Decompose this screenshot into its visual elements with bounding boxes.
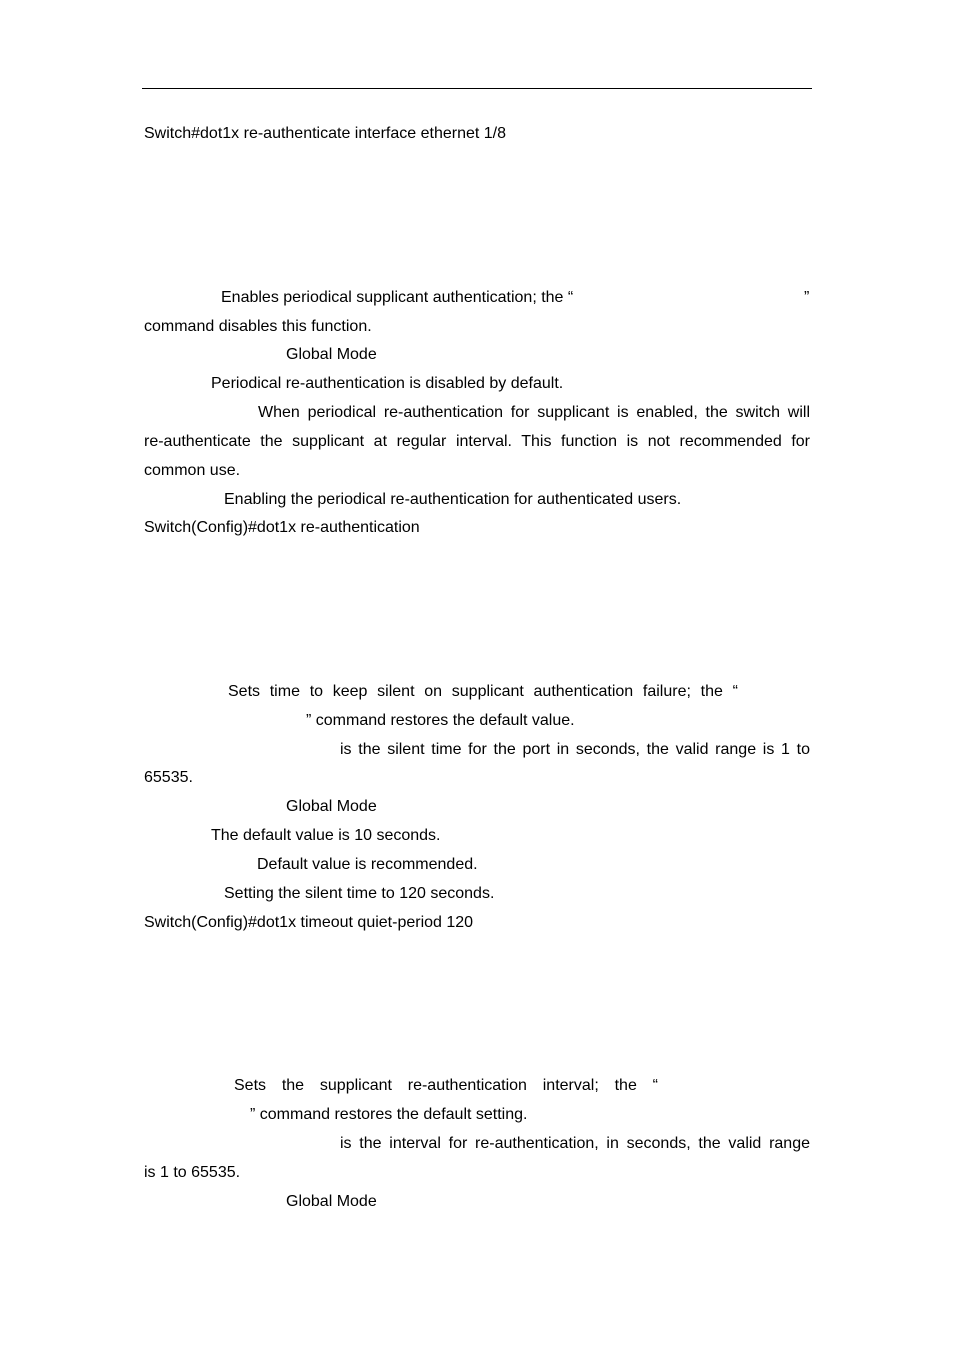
header-rule [142,88,812,89]
s1-function-continuation: command disables this function. [144,318,372,335]
s2-function-continuation: ” command restores the default value. [306,712,575,729]
word: interval; [542,1077,599,1094]
word: the [281,1077,305,1094]
s2-parameter-line-2: 65535. [144,769,193,786]
s1-usage-text-1: When periodical re-authentication for supplicant is enabled, the switch will [258,404,810,421]
word: “ [732,683,738,700]
s2-command-mode: Global Mode [286,798,377,815]
s1-example-description: Enabling the periodical re-authentication for authenticated users. [224,491,682,508]
word: Sets [228,683,261,700]
word: silent [377,683,415,700]
word: authentication [533,683,634,700]
s2-example-description: Setting the silent time to 120 seconds. [224,885,495,902]
word: re-authentication [407,1077,527,1094]
s3-function-continuation: ” command restores the default setting. [250,1106,528,1123]
s1-example-command: Switch(Config)#dot1x re-authentication [144,519,420,536]
s1-usage-line-1 [258,403,810,423]
s2-default: The default value is 10 seconds. [211,827,441,844]
s1-default: Periodical re-authentication is disabled by default. [211,375,564,392]
s1-command-mode: Global Mode [286,346,377,363]
s2-example-command: Switch(Config)#dot1x timeout quiet-period 120 [144,914,474,931]
s3-parameter-line-2: is 1 to 65535. [144,1164,241,1181]
word: “ [652,1077,658,1094]
s1-function-quote-close: ” [804,289,810,306]
s1-function-text: Enables periodical supplicant authentication; the “ [221,289,574,306]
s3-command-mode: Global Mode [286,1193,377,1210]
word: the [614,1077,637,1094]
word: the [700,683,723,700]
command-example-reauthenticate: Switch#dot1x re-authenticate interface ethernet 1/8 [144,125,506,142]
s2-function-line [228,682,738,702]
word: to [309,683,324,700]
s1-usage-line-3: common use. [144,462,241,479]
word: supplicant [319,1077,392,1094]
s1-usage-line-2: re-authenticate the supplicant at regular interval. This function is not recommended for [144,433,810,450]
s2-parameter-line-1: is the silent time for the port in seconds, the valid range is 1 to [340,741,810,758]
word: Sets [234,1077,267,1094]
word: failure; [642,683,691,700]
s3-parameter-line-1: is the interval for re-authentication, in seconds, the valid range [340,1135,810,1152]
s2-usage: Default value is recommended. [257,856,478,873]
word: on [424,683,443,700]
word: supplicant [451,683,524,700]
word: time [269,683,300,700]
word: keep [332,683,368,700]
s3-function-line [234,1076,658,1096]
